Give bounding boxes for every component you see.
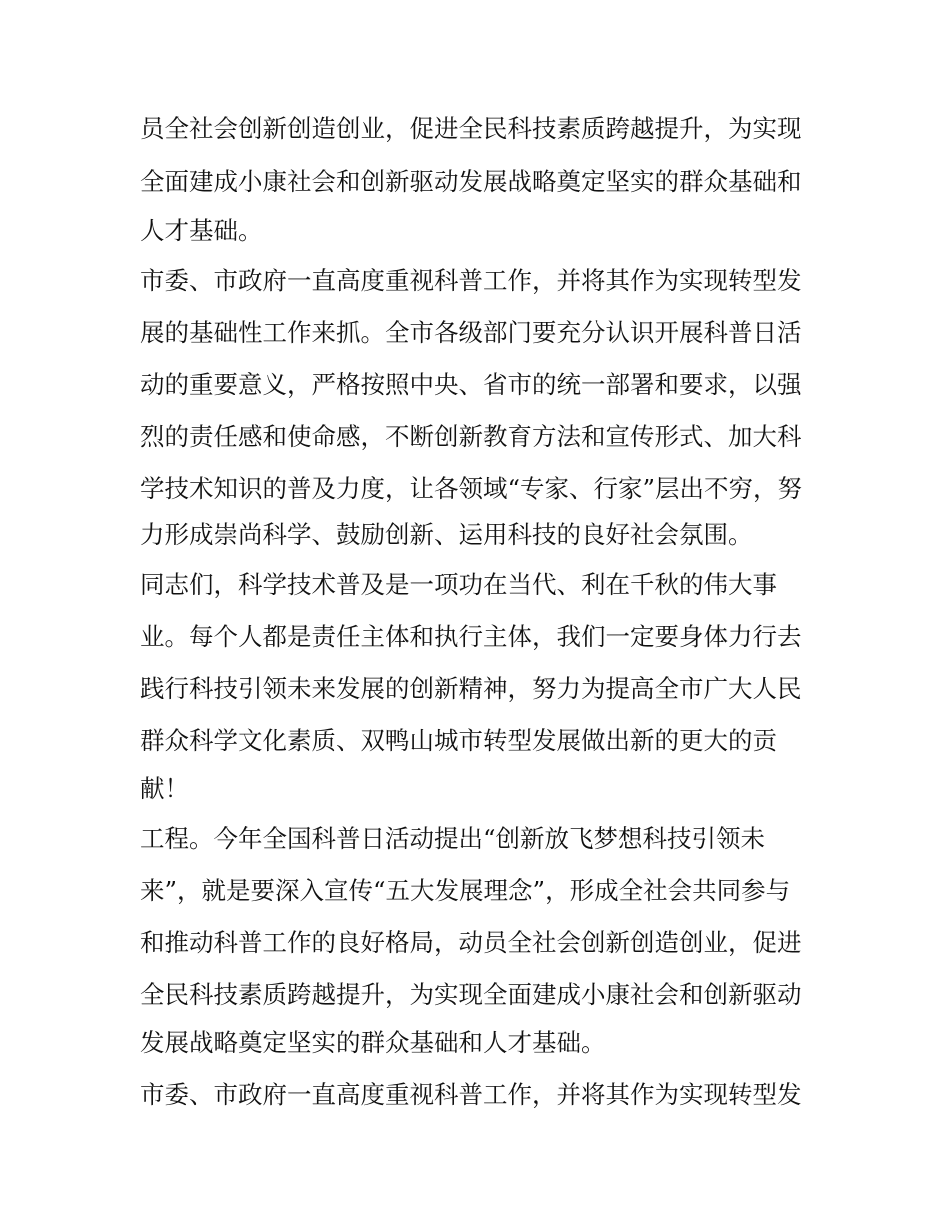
text-line: 动的重要意义，严格按照中央、省市的统一部署和要求，以强 <box>140 370 802 399</box>
text-line: 烈的责任感和使命感，不断创新教育方法和宣传形式、加大科 <box>140 422 802 451</box>
text-line: 献！ <box>140 774 189 803</box>
text-line: 践行科技引领未来发展的创新精神，努力为提高全市广大人民 <box>140 674 802 703</box>
text-line: 发展战略奠定坚实的群众基础和人才基础。 <box>140 1028 606 1057</box>
text-line: 展的基础性工作来抓。全市各级部门要充分认识开展科普日活 <box>140 318 802 347</box>
text-line: 市委、市政府一直高度重视科普工作，并将其作为实现转型发 <box>140 266 802 295</box>
text-line: 学技术知识的普及力度，让各领域“专家、行家”层出不穷，努 <box>140 474 803 503</box>
text-line: 和推动科普工作的良好格局，动员全社会创新创造创业，促进 <box>140 928 802 957</box>
text-line: 全民科技素质跨越提升，为实现全面建成小康社会和创新驱动 <box>140 980 802 1009</box>
text-line: 来”，就是要深入宣传“五大发展理念”，形成全社会共同参与 <box>140 876 791 905</box>
text-line: 同志们，科学技术普及是一项功在当代、利在千秋的伟大事 <box>140 570 777 599</box>
text-line: 员全社会创新创造创业，促进全民科技素质跨越提升，为实现 <box>140 114 802 143</box>
text-line: 工程。今年全国科普日活动提出“创新放飞梦想科技引领未 <box>140 824 766 853</box>
text-line: 市委、市政府一直高度重视科普工作，并将其作为实现转型发 <box>140 1080 802 1109</box>
text-line: 全面建成小康社会和创新驱动发展战略奠定坚实的群众基础和 <box>140 167 802 196</box>
text-line: 人才基础。 <box>140 216 263 245</box>
text-line: 力形成崇尚科学、鼓励创新、运用科技的良好社会氛围。 <box>140 520 753 549</box>
text-line: 业。每个人都是责任主体和执行主体，我们一定要身体力行去 <box>140 622 802 651</box>
text-line: 群众科学文化素质、双鸭山城市转型发展做出新的更大的贡 <box>140 726 777 755</box>
